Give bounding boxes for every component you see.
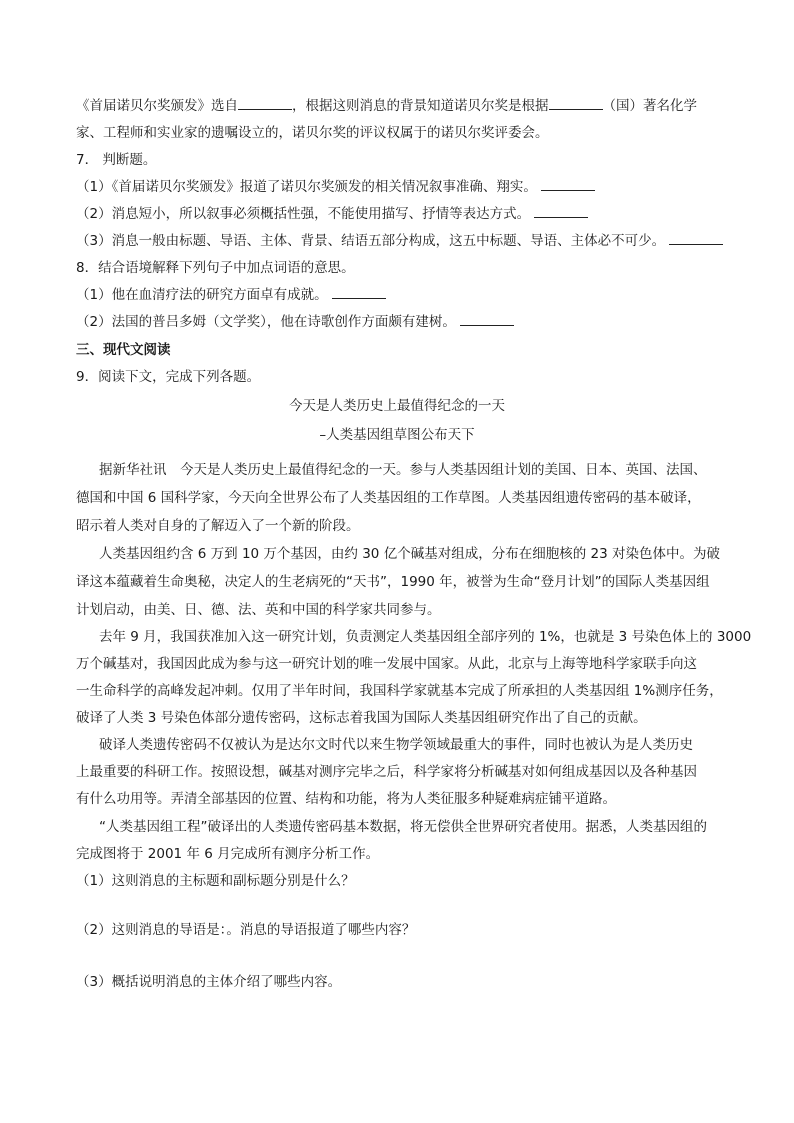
paragraph-3-line-3: 一生命科学的高峰发起冲刺。仅用了半年时间，我国科学家就基本完成了所承担的人类基因组 1%测序任务，	[76, 683, 723, 699]
paragraph-3-line-4: 破译了人类 3 号染色体部分遗传密码，这标志着我国为国际人类基因组研究作出了自己的贡献。	[76, 710, 647, 726]
question-8-1-text: （1）他在血清疗法的研究方面卓有成就。	[76, 287, 328, 303]
paragraph-4-line-3: 有什么功用等。弄清全部基因的位置、结构和功能，将为人类征服多种疑难病症铺平道路。	[76, 791, 616, 807]
question-7-3-text: （3）消息一般由标题、导语、主体、背景、结语五部分构成，这五中标题、导语、主体必不可少。	[76, 233, 666, 249]
answer-blank[interactable]	[549, 96, 603, 110]
article-title: 今天是人类历史上最值得纪念的一天	[289, 398, 505, 414]
answer-blank[interactable]	[534, 204, 588, 218]
question-7: 7． 判断题。	[76, 152, 157, 168]
answer-blank[interactable]	[332, 285, 386, 299]
paragraph-4-line-2: 上最重要的科研工作。按照设想，碱基对测序完毕之后，科学家将分析碱基对如何组成基因以及各种基因	[76, 764, 697, 780]
paragraph-2-line-3: 计划启动，由美、日、德、法、英和中国的科学家共同参与。	[76, 602, 441, 618]
answer-blank[interactable]	[460, 312, 514, 326]
question-8: 8．结合语境解释下列句子中加点词语的意思。	[76, 260, 355, 276]
question-7-1	[76, 177, 595, 197]
paragraph-5-line-2: 完成图将于 2001 年 6 月完成所有测序分析工作。	[76, 846, 380, 862]
answer-blank[interactable]	[541, 177, 595, 191]
question-9: 9．阅读下文，完成下列各题。	[76, 369, 261, 385]
paragraph-2-line-2: 译这本蕴藏着生命奥秘，决定人的生老病死的“天书”，1990 年，被誉为生命“登月计划”的国际人类基因组	[76, 574, 710, 590]
line-1	[76, 96, 697, 116]
section-heading: 三、现代文阅读	[76, 342, 171, 358]
paragraph-1-line-3: 昭示着人类对自身的了解迈入了一个新的阶段。	[76, 518, 360, 534]
answer-blank[interactable]	[669, 231, 723, 245]
question-8-1	[76, 285, 386, 305]
paragraph-3-line-2: 万个碱基对，我国因此成为参与这一研究计划的唯一发展中国家。从此，北京与上海等地科学家联手向这	[76, 656, 697, 672]
line-2: 家、工程师和实业家的遗嘱设立的，诺贝尔奖的评议权属于的诺贝尔奖评委会。	[76, 125, 549, 141]
paragraph-1-line-2: 德国和中国 6 国科学家，今天向全世界公布了人类基因组的工作草图。人类基因组遗传密码的基本破译，	[76, 490, 701, 506]
sub-question-1: （1）这则消息的主标题和副标题分别是什么？	[76, 873, 355, 889]
sub-question-2: （2）这则消息的导语是：。消息的导语报道了哪些内容？	[76, 922, 416, 938]
question-7-2-text: （2）消息短小，所以叙事必须概括性强，不能使用描写、抒情等表达方式。	[76, 206, 531, 222]
question-8-2	[76, 312, 514, 332]
question-7-2	[76, 204, 588, 224]
question-8-2-text: （2）法国的普吕多姆（文学奖），他在诗歌创作方面颇有建树。	[76, 314, 456, 330]
line-1-text-b: ，根据这则消息的背景知道诺贝尔奖是根据	[292, 98, 549, 114]
answer-blank[interactable]	[238, 96, 292, 110]
line-1-text-c: （国）著名化学	[602, 98, 697, 114]
article-subtitle: –人类基因组草图公布天下	[319, 427, 475, 443]
paragraph-4-line-1: 破译人类遗传密码不仅被认为是达尔文时代以来生物学领域最重大的事件，同时也被认为是人类历史	[99, 737, 693, 753]
question-7-1-text: （1）《首届诺贝尔奖颁发》报道了诺贝尔奖颁发的相关情况叙事准确、翔实。	[76, 179, 537, 195]
line-1-text-a: 《首届诺贝尔奖颁发》选自	[76, 98, 238, 114]
paragraph-5-line-1: “人类基因组工程”破译出的人类遗传密码基本数据，将无偿供全世界研究者使用。据悉，人类基因组的	[99, 819, 707, 835]
sub-question-3: （3）概括说明消息的主体介绍了哪些内容。	[76, 974, 342, 990]
question-7-3	[76, 231, 723, 251]
paragraph-2-line-1: 人类基因组约含 6 万到 10 万个基因，由约 30 亿个碱基对组成，分布在细胞核的 23 对染色体中。为破	[99, 546, 720, 562]
paragraph-3-line-1: 去年 9 月，我国获准加入这一研究计划，负责测定人类基因组全部序列的 1%，也就是 3 号染色体上的 3000	[99, 629, 752, 645]
paragraph-1-line-1: 据新华社讯 今天是人类历史上最值得纪念的一天。参与人类基因组计划的美国、日本、英国、法国、	[99, 462, 707, 478]
